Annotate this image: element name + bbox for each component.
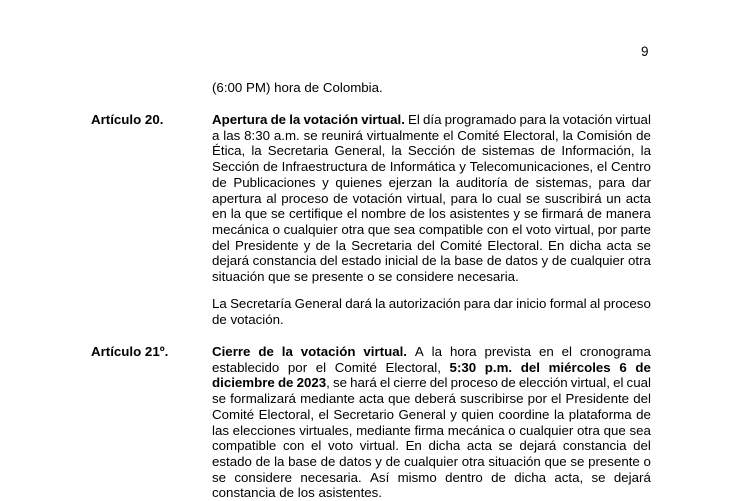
article-21-body — [212, 344, 651, 501]
text-line: Sección de Infraestructura de Informática y Telecomunicaciones, el Centro — [212, 159, 651, 175]
text-line: situación que se presente o se considere necesaria. — [212, 269, 519, 285]
text-line: las elecciones virtuales, mediante firma mecánica o cualquier otra que sea — [212, 422, 651, 438]
text-line: Cierre de la votación virtual. A la hora prevista en el cronograma — [212, 344, 651, 359]
text-line: estado de la base de datos y de cualquier otra situación que se presente o — [212, 453, 651, 469]
article-heading-word: votación — [303, 112, 359, 127]
text-line: establecido por el Comité Electoral, 5:30 p.m. del miércoles 6 de — [212, 359, 651, 375]
text-line: del Presidente y de la Secretaria del Comité Electoral. En dicha acta se — [212, 237, 651, 253]
text-line: apertura al proceso de votación virtual, para lo cual se suscribirá un acta — [212, 190, 651, 206]
text-line: de Publicaciones y quienes ejerzan la auditoría de sistemas, para dar — [212, 174, 651, 190]
text-line: se considere necesaria. Así mismo dentro de dicha acta, se dejará — [212, 469, 651, 485]
page-number: 9 — [641, 44, 649, 59]
text-line: en la que se certifique el nombre de los asistentes y se firmará de manera — [212, 206, 651, 222]
article-heading-word: la — [289, 112, 301, 127]
text-line: a las 8:30 a.m. se reunirá virtualmente el Comité Electoral, la Comisión de — [212, 127, 651, 143]
article-20-second-paragraph — [212, 296, 651, 327]
text-line: dejará constancia del estado inicial de la base de datos y de cualquier otra — [212, 253, 651, 269]
text-line: diciembre de 2023, se hará el cierre del proceso de elección virtual, el cual — [212, 375, 651, 391]
text-line: constancia de los asistentes. — [212, 485, 383, 501]
article-heading-word: de — [270, 112, 287, 127]
article-20-body — [212, 112, 651, 285]
text-line: Apertura de la votación virtual. El día programado para la votación virtual — [212, 112, 651, 127]
text-line: La Secretaría General dará la autorización para dar inicio formal al proceso — [212, 296, 651, 311]
continuation-line — [212, 80, 651, 96]
article-heading-word: virtual. — [361, 112, 405, 127]
text-line: Comité Electoral, el Secretario General y quien coordine la plataforma de — [212, 406, 651, 422]
article-20-label: Artículo 20. — [91, 112, 164, 127]
text-line: Ética, la Secretaria General, la Sección de sistemas de Información, la — [212, 143, 651, 159]
text-line: se formalizará mediante acta que deberá suscribirse por el Presidente del — [212, 391, 651, 407]
article-21-label: Artículo 21º. — [91, 344, 169, 359]
text-line: compatible con el voto virtual. En dicha acta se dejará constancia del — [212, 438, 651, 454]
text-line: (6:00 PM) hora de Colombia. — [212, 80, 383, 95]
text-line: mecánica o cualquier otra que sea compatible con el voto virtual, por parte — [212, 221, 651, 237]
text-line: de votación. — [212, 311, 284, 327]
article-heading-word: Apertura — [212, 112, 268, 127]
